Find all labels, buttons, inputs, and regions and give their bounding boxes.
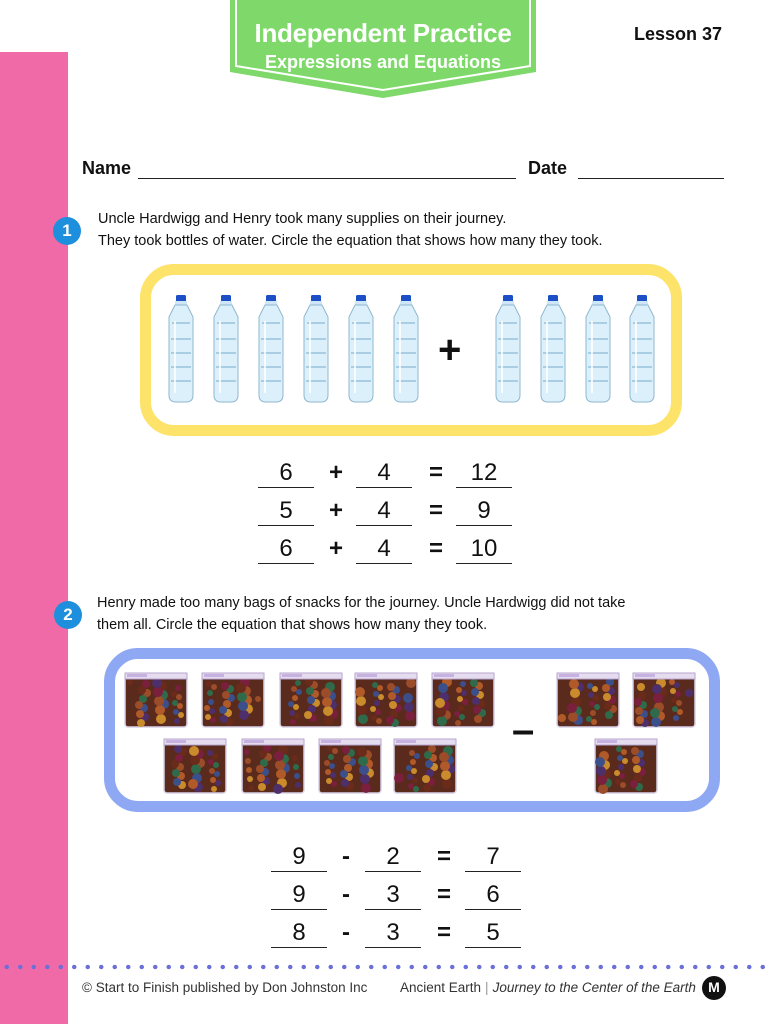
water-bottle-icon — [490, 295, 526, 403]
equation-addend-a: 9 — [271, 842, 327, 872]
footer-separator: | — [485, 980, 489, 995]
equation-addend-b: 4 — [356, 534, 412, 564]
snack-bag-icon — [163, 738, 227, 794]
water-bottle-icon — [163, 295, 199, 403]
water-bottle-icon — [624, 295, 660, 403]
equation-result: 12 — [456, 458, 512, 488]
question-2-number: 2 — [54, 601, 82, 629]
water-bottle-icon — [343, 295, 379, 403]
equation-equals: = — [428, 459, 443, 486]
equation-row[interactable] — [258, 496, 518, 528]
equation-operator: + — [328, 535, 343, 562]
snack-bag-icon — [594, 738, 658, 794]
equation-operator: + — [328, 459, 343, 486]
equation-result: 6 — [465, 880, 521, 910]
equation-result: 7 — [465, 842, 521, 872]
footer-dotted-divider — [0, 964, 770, 970]
footer-copyright: © Start to Finish published by Don Johnston Inc — [82, 980, 368, 995]
snack-bag-icon — [632, 672, 696, 728]
equation-addend-a: 6 — [258, 458, 314, 488]
equation-addend-b: 4 — [356, 458, 412, 488]
equation-row[interactable] — [271, 918, 531, 950]
equation-equals: = — [436, 843, 451, 870]
snack-bag-icon — [354, 672, 418, 728]
question-2-minus-sign: – — [512, 708, 535, 752]
equation-addend-a: 5 — [258, 496, 314, 526]
snack-bag-icon — [393, 738, 457, 794]
snack-bag-icon — [556, 672, 620, 728]
equation-addend-a: 6 — [258, 534, 314, 564]
equation-equals: = — [428, 497, 443, 524]
water-bottle-icon — [580, 295, 616, 403]
question-1-number: 1 — [53, 217, 81, 245]
page-subtitle: Expressions and Equations — [264, 52, 502, 72]
publisher-logo — [702, 976, 726, 1000]
footer-series-info — [400, 980, 696, 995]
equation-result: 10 — [456, 534, 512, 564]
equation-row[interactable] — [271, 880, 531, 912]
question-2-text — [97, 592, 625, 636]
snack-bag-icon — [318, 738, 382, 794]
equation-equals: = — [436, 919, 451, 946]
header-banner — [230, 0, 544, 98]
equation-operator: - — [342, 919, 350, 946]
equation-equals: = — [436, 881, 451, 908]
publisher-logo-letter: M — [708, 979, 720, 995]
banner-shape — [230, 0, 544, 98]
equation-row[interactable] — [258, 458, 518, 490]
question-1-line-2: They took bottles of water. Circle the equation that shows how many they took. — [98, 233, 603, 249]
date-label: Date — [528, 158, 568, 178]
water-bottle-icon — [208, 295, 244, 403]
equation-addend-b: 2 — [365, 842, 421, 872]
equation-addend-b: 3 — [365, 880, 421, 910]
water-bottle-icon — [298, 295, 334, 403]
snack-bag-icon — [124, 672, 188, 728]
water-bottle-icon — [388, 295, 424, 403]
question-1-line-1: Uncle Hardwigg and Henry took many supplies on their journey. — [98, 211, 507, 227]
date-field[interactable] — [578, 178, 724, 179]
equation-result: 9 — [456, 496, 512, 526]
equation-result: 5 — [465, 918, 521, 948]
equation-equals: = — [428, 535, 443, 562]
equation-addend-a: 8 — [271, 918, 327, 948]
page-sidebar — [0, 52, 68, 1024]
equation-addend-b: 3 — [365, 918, 421, 948]
question-1-text — [98, 208, 603, 252]
question-1-plus-sign: + — [438, 328, 462, 372]
equation-row[interactable] — [258, 534, 518, 566]
question-2-line-2: them all. Circle the equation that shows how many they took. — [97, 617, 488, 633]
footer-book-title: Journey to the Center of the Earth — [492, 980, 696, 995]
water-bottle-icon — [535, 295, 571, 403]
snack-bag-icon — [279, 672, 343, 728]
snack-bag-icon — [241, 738, 305, 794]
lesson-label: Lesson 37 — [634, 24, 723, 44]
water-bottle-icon — [253, 295, 289, 403]
footer-series: Ancient Earth — [400, 980, 482, 995]
equation-row[interactable] — [271, 842, 531, 874]
page-title: Independent Practice — [254, 18, 512, 48]
equation-operator: - — [342, 881, 350, 908]
name-field[interactable] — [138, 178, 516, 179]
equation-operator: - — [342, 843, 350, 870]
equation-addend-b: 4 — [356, 496, 412, 526]
snack-bag-icon — [201, 672, 265, 728]
equation-addend-a: 9 — [271, 880, 327, 910]
question-2-line-1: Henry made too many bags of snacks for the journey. Uncle Hardwigg did not take — [97, 595, 626, 611]
name-label: Name — [82, 158, 132, 178]
equation-operator: + — [328, 497, 343, 524]
snack-bag-icon — [431, 672, 495, 728]
